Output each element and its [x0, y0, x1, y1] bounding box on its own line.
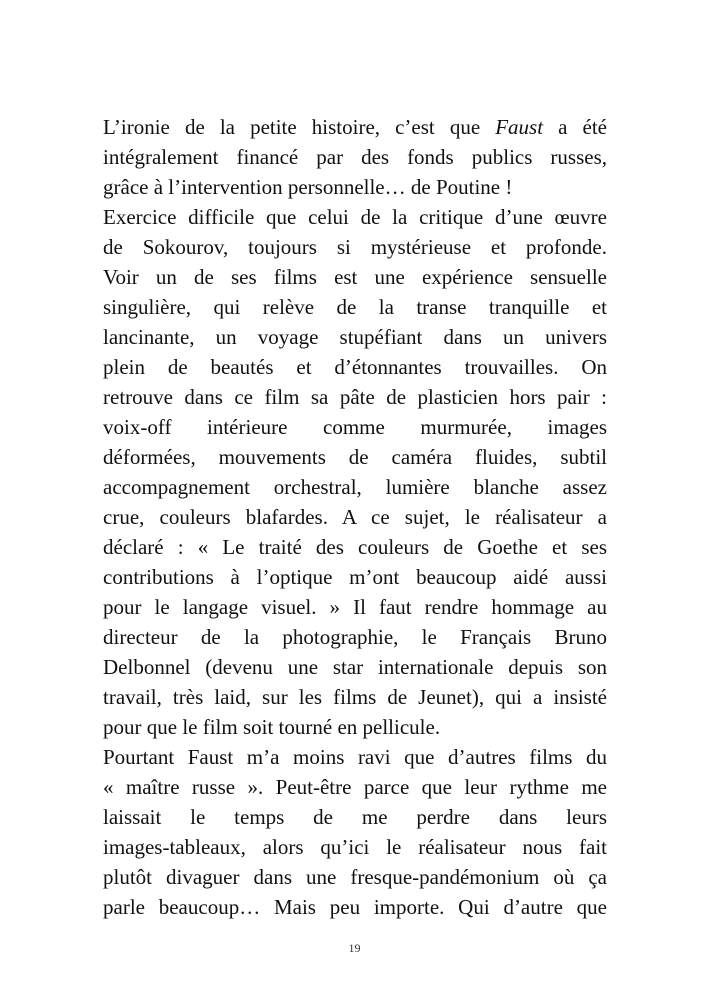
text-line: pour que le film soit tourné en pellicule.	[103, 715, 441, 739]
italic-title: Faust	[495, 115, 544, 139]
text-line: retrouve dans ce film sa pâte de plasticien hors pair :	[103, 385, 607, 409]
text-line: laissait le temps de me perdre dans leurs	[103, 805, 607, 829]
text-line	[103, 112, 607, 142]
text-line: parle beaucoup… Mais peu importe. Qui d’autre que	[103, 895, 607, 919]
text-line: crue, couleurs blafardes. A ce sujet, le réalisateur a	[103, 505, 607, 529]
text-line: travail, très laid, sur les films de Jeunet), qui a insisté	[103, 685, 607, 709]
body-text	[103, 112, 607, 922]
text-line: Delbonnel (devenu une star internationale depuis son	[103, 655, 607, 679]
text-line: voix-off intérieure comme murmurée, images	[103, 415, 607, 439]
text-line: lancinante, un voyage stupéfiant dans un univers	[103, 325, 607, 349]
text-line: directeur de la photographie, le Français Bruno	[103, 625, 607, 649]
text-line: singulière, qui relève de la transe tranquille et	[103, 295, 607, 319]
text-line: Exercice difficile que celui de la critique d’une œuvre	[103, 205, 607, 229]
text-line: images-tableaux, alors qu’ici le réalisateur nous fait	[103, 835, 607, 859]
text-line: Pourtant Faust m’a moins ravi que d’autres films du	[103, 745, 607, 769]
text-segment: a été	[543, 115, 608, 139]
text-line: déformées, mouvements de caméra fluides, subtil	[103, 445, 607, 469]
text-line: intégralement financé par des fonds publics russes,	[103, 145, 607, 169]
text-line: plutôt divaguer dans une fresque-pandémonium où ça	[103, 865, 607, 889]
text-line: de Sokourov, toujours si mystérieuse et profonde.	[103, 235, 607, 259]
text-line: Voir un de ses films est une expérience sensuelle	[103, 265, 607, 289]
text-line: contributions à l’optique m’ont beaucoup aidé aussi	[103, 565, 607, 589]
text-line: accompagnement orchestral, lumière blanche assez	[103, 475, 607, 499]
text-line: « maître russe ». Peut-être parce que leur rythme me	[103, 775, 607, 799]
text-segment: L’ironie de la petite histoire, c’est que	[103, 115, 496, 139]
text-line: plein de beautés et d’étonnantes trouvailles. On	[103, 355, 607, 379]
text-line: déclaré : « Le traité des couleurs de Goethe et ses	[103, 535, 607, 559]
page-number: 19	[348, 941, 361, 955]
text-line: pour le langage visuel. » Il faut rendre hommage au	[103, 595, 607, 619]
text-line: grâce à l’intervention personnelle… de Poutine !	[103, 175, 513, 199]
